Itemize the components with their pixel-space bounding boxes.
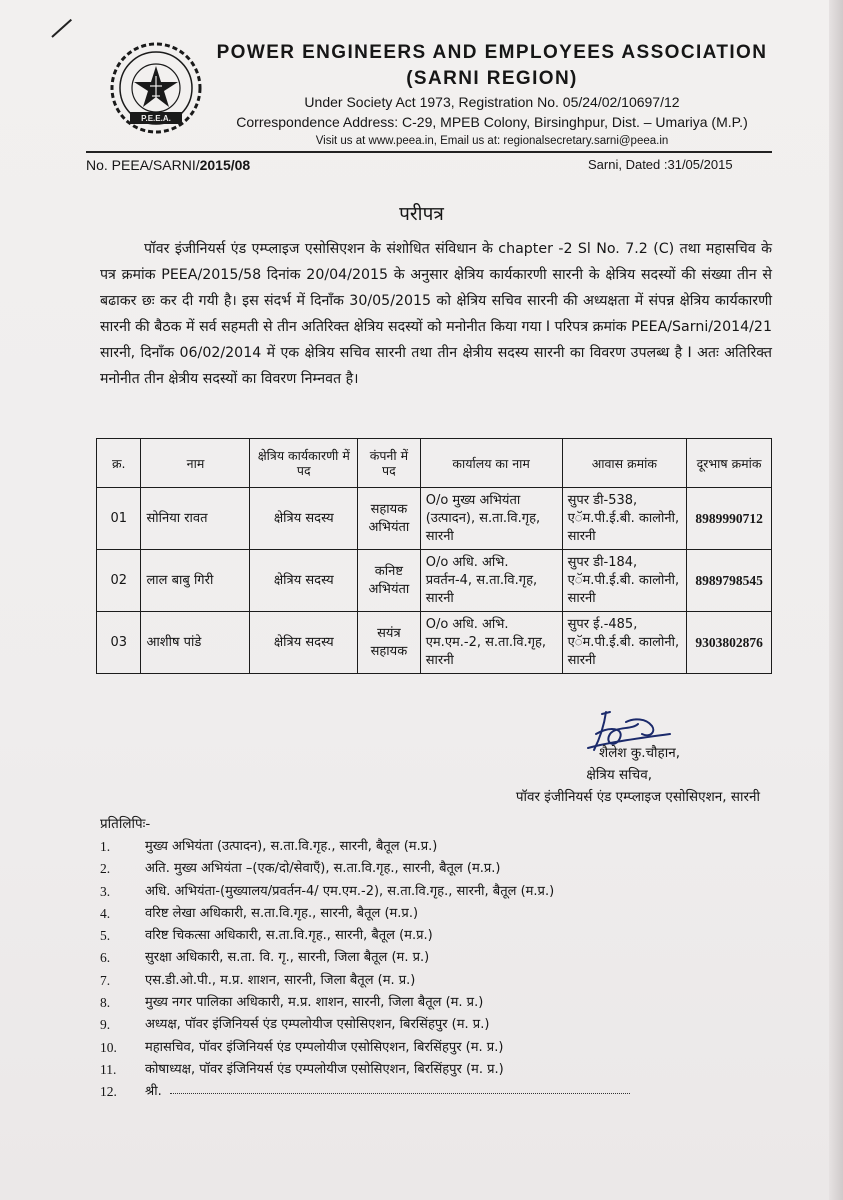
cell-committee-post: क्षेत्रिय सदस्य — [250, 612, 358, 674]
item-number: 2. — [100, 861, 111, 877]
reference-bold: 2015/08 — [199, 157, 251, 173]
body-paragraph: पॉवर इंजीनियर्स एंड एम्प्लाइज एसोसिएशन के संशोधित संविधान के chapter -2 Sl No. 7.2 (C) तथा महासचिव के पत्र क्रमांक PEEA/2015/58 दिनांक 20/04/2015 के अनुसार क्षेत्रिय कार्यकारणी सारनी के क्षेत्रिय सदस्यों की संख्या तीन से बढाकर छः कर दी गयी है। इस संदर्भ में दिनॉंक 30/05/2015 को क्षेत्रिय सचिव सारनी की अध्यक्षता में संपन्न क्षेत्रिय कार्यकारणी सारनी की बैठक में सर्व सहमती से तीन अतिरिक्त क्षेत्रिय सदस्यों को मनोनीत किया गया I परिपत्र क्रमांक PEEA/Sarni/2014/21 सारनी, दिनॉंक 06/02/2014 में एक क्षेत्रिय सचिव सारनी तथा तीन क्षेत्रीय सदस्य सारनी का विवरण उपलब्ध है I अतः अतिरिक्त मनोनीत तीन क्षेत्रीय सदस्यों का विवरण निम्नवत है। — [100, 241, 772, 387]
list-item — [100, 1059, 720, 1081]
item-number: 9. — [100, 1017, 111, 1033]
list-item — [100, 947, 720, 969]
item-number: 4. — [100, 905, 111, 921]
reference-date: Sarni, Dated :31/05/2015 — [588, 157, 733, 172]
cell-residence: सुपर डी-184, एॅम.पी.ई.बी. कालोनी, सारनी — [562, 550, 687, 612]
cell-office: O/o अधि. अभि. प्रवर्तन-4, स.ता.वि.गृह, सारनी — [420, 550, 562, 612]
item-text: अति. मुख्य अभियंता –(एक/दो/सेवाएँ), स.ता.वि.गृह., सारनी, बैतूल (म.प्र.) — [145, 861, 501, 877]
list-item — [100, 881, 720, 903]
signatory-organisation: पॉवर इंजीनियर्स एंड एम्प्लाइज एसोसिएशन, सारनी — [515, 789, 760, 805]
list-item — [100, 1014, 720, 1036]
association-logo — [108, 40, 204, 136]
item-text: मुख्य अभियंता (उत्पादन), स.ता.वि.गृह., सारनी, बैतूल (म.प्र.) — [145, 839, 438, 854]
item-text: अध्यक्ष, पॉवर इंजिनियर्स एंड एम्पलोयीज एसोसिएशन, बिरसिंहपुर (म. प्र.) — [145, 1017, 490, 1033]
reference-number — [86, 157, 250, 173]
page-edge-shadow — [829, 0, 843, 1200]
cell-sno: 03 — [97, 612, 141, 674]
item-text: अधि. अभियंता-(मुख्यालय/प्रवर्तन-4/ एम.एम.-2), स.ता.वि.गृह., सारनी, बैतूल (म.प्र.) — [145, 883, 555, 899]
cell-name: लाल बाबु गिरी — [141, 550, 250, 612]
table-row — [97, 612, 772, 674]
web-email-line: Visit us at www.peea.in, Email us at: regionalsecretary.sarni@peea.in — [315, 135, 669, 147]
item-number: 1. — [100, 839, 111, 854]
table-row — [97, 488, 772, 550]
cell-sno: 01 — [97, 488, 141, 550]
list-item — [100, 992, 720, 1014]
copy-to-list — [100, 836, 720, 1104]
cell-committee-post: क्षेत्रिय सदस्य — [250, 550, 358, 612]
header-divider — [86, 151, 772, 153]
cell-phone: 8989798545 — [687, 550, 772, 612]
cell-committee-post: क्षेत्रिय सदस्य — [250, 488, 358, 550]
reference-prefix: No. PEEA/SARNI/ — [86, 157, 200, 173]
item-text: वरिष्ट चिकत्सा अधिकारी, स.ता.वि.गृह., सारनी, बैतूल (म.प्र.) — [145, 928, 433, 944]
item-number: 5. — [100, 928, 111, 944]
header-office: कार्यालय का नाम — [420, 439, 562, 488]
list-item — [100, 903, 720, 925]
item-text: कोषाध्यक्ष, पॉवर इंजिनियर्स एंड एम्पलोयीज एसोसिएशन, बिरसिंहपुर (म. प्र.) — [145, 1061, 504, 1077]
header-phone: दूरभाष क्रमांक — [687, 439, 772, 488]
document-title: परीपत्र — [399, 203, 444, 225]
list-item — [100, 858, 720, 880]
cell-name: आशीष पांडे — [141, 612, 250, 674]
list-item — [100, 1037, 720, 1059]
cell-office: O/o अधि. अभि. एम.एम.-2, स.ता.वि.गृह, सारनी — [420, 612, 562, 674]
item-text: वरिष्ट लेखा अधिकारी, स.ता.वि.गृह., सारनी, बैतूल (म.प्र.) — [145, 905, 419, 921]
signatory-block — [440, 742, 760, 808]
cell-company-post: सयंत्र सहायक — [358, 612, 421, 674]
item-number: 7. — [100, 972, 111, 988]
item-text: मुख्य नगर पालिका अधिकारी, म.प्र. शाशन, सारनी, जिला बैतूल (म. प्र.) — [145, 995, 484, 1011]
item-text: एस.डी.ओ.पी., म.प्र. शाशन, सारनी, जिला बैतूल (म. प्र.) — [145, 972, 416, 988]
address-line: Correspondence Address: C-29, MPEB Colony, Birsinghpur, Dist. – Umariya (M.P.) — [236, 114, 748, 130]
blank-fill-line — [170, 1081, 630, 1094]
cell-sno: 02 — [97, 550, 141, 612]
list-item — [100, 836, 720, 858]
item-number: 10. — [100, 1039, 117, 1055]
table-row — [97, 550, 772, 612]
header-company-post: कंपनी में पद — [358, 439, 421, 488]
signatory-post: क्षेत्रिय सचिव, — [586, 767, 652, 783]
members-table — [96, 438, 772, 674]
item-number: 12. — [100, 1084, 117, 1100]
header-sno: क्र. — [97, 439, 141, 488]
signatory-name: शैलेश कु.चौहान, — [599, 745, 680, 761]
org-name: POWER ENGINEERS AND EMPLOYEES ASSOCIATION — [216, 42, 768, 63]
cell-residence: सुपर डी-538, एॅम.पी.ई.बी. कालोनी, सारनी — [562, 488, 687, 550]
item-number: 8. — [100, 995, 111, 1011]
item-text: सुरक्षा अधिकारी, स.ता. वि. गृ., सारनी, जिला बैतूल (म. प्र.) — [145, 950, 430, 966]
item-number: 6. — [100, 950, 111, 966]
item-number: 11. — [100, 1061, 117, 1077]
svg-text:P.E.E.A.: P.E.E.A. — [141, 114, 171, 123]
cell-phone: 9303802876 — [687, 612, 772, 674]
cell-office: O/o मुख्य अभियंता (उत्पादन), स.ता.वि.गृह, सारनी — [420, 488, 562, 550]
org-region: (SARNI REGION) — [406, 68, 578, 89]
cell-phone: 8989990712 — [687, 488, 772, 550]
item-text: महासचिव, पॉवर इंजिनियर्स एंड एम्पलोयीज एसोसिएशन, बिरसिंहपुर (म. प्र.) — [145, 1039, 504, 1055]
cell-residence: सुपर ई.-485, एॅम.पी.ई.बी. कालोनी, सारनी — [562, 612, 687, 674]
header-committee-post: क्षेत्रिय कार्यकारणी में पद — [250, 439, 358, 488]
copy-to-heading: प्रतिलिपिः- — [100, 816, 151, 832]
cell-company-post: सहायक अभियंता — [358, 488, 421, 550]
table-header-row — [97, 439, 772, 488]
list-item — [100, 925, 720, 947]
header-name: नाम — [141, 439, 250, 488]
item-text: श्री. — [145, 1084, 162, 1100]
header-residence: आवास क्रमांक — [562, 439, 687, 488]
list-item — [100, 1081, 720, 1103]
cell-name: सोनिया रावत — [141, 488, 250, 550]
item-number: 3. — [100, 883, 111, 899]
list-item — [100, 970, 720, 992]
cell-company-post: कनिष्ट अभियंता — [358, 550, 421, 612]
registration-line: Under Society Act 1973, Registration No. 05/24/02/10697/12 — [304, 94, 680, 110]
